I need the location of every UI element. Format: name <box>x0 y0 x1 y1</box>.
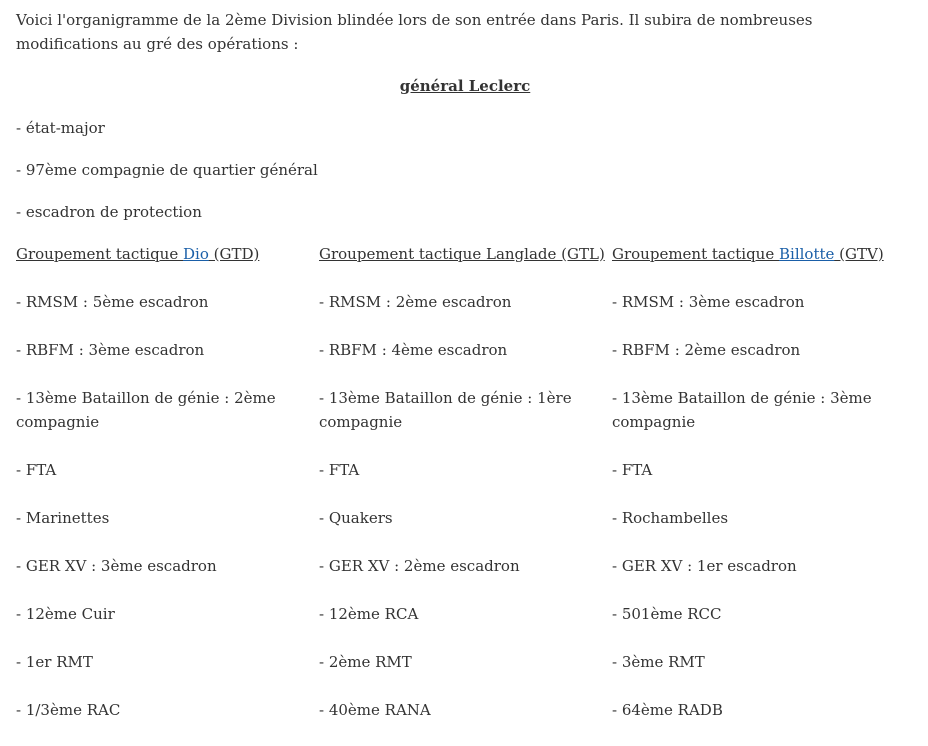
hq-item-escadron: - escadron de protection <box>16 203 202 221</box>
list-item: - 1er RMT <box>16 653 93 671</box>
group-unit-list <box>16 290 301 722</box>
list-item: - 64ème RADB <box>612 701 723 719</box>
list-item: - FTA <box>16 461 57 479</box>
list-item: - Rochambelles <box>612 509 729 527</box>
list-item: - 13ème Bataillon de génie : 2ème compagnie <box>16 389 276 431</box>
link-billotte[interactable]: Billotte <box>779 245 835 263</box>
group-column-gtv <box>612 242 897 746</box>
list-item: - GER XV : 3ème escadron <box>16 557 217 575</box>
list-item: - RBFM : 3ème escadron <box>16 341 205 359</box>
list-item: - GER XV : 2ème escadron <box>319 557 520 575</box>
list-item: - RBFM : 2ème escadron <box>612 341 801 359</box>
list-item: - 2ème RMT <box>319 653 412 671</box>
list-item: - 13ème Bataillon de génie : 1ère compagnie <box>319 389 572 431</box>
group-column-gtd <box>16 242 301 746</box>
group-unit-list <box>612 290 897 722</box>
list-item: - 40ème RANA <box>319 701 431 719</box>
list-item: - RMSM : 5ème escadron <box>16 293 209 311</box>
group-title-prefix: Groupement tactique Langlade (GTL) <box>319 245 605 263</box>
list-item: - RMSM : 2ème escadron <box>319 293 512 311</box>
commander-heading: général Leclerc <box>399 77 531 95</box>
list-item: - 12ème RCA <box>319 605 419 623</box>
group-title-suffix: (GTV) <box>834 245 884 263</box>
list-item: - FTA <box>612 461 653 479</box>
intro-paragraph: Voici l'organigramme de la 2ème Division blindée lors de son entrée dans Paris. Il subira de nombreuses modifications au gré des opérations : <box>16 11 813 53</box>
hq-item-compagnie: - 97ème compagnie de quartier général <box>16 161 318 179</box>
group-title-gtd <box>16 242 301 266</box>
hq-item-etat-major: - état-major <box>16 119 105 137</box>
list-item: - Quakers <box>319 509 393 527</box>
link-dio[interactable]: Dio <box>183 245 209 263</box>
group-title-prefix: Groupement tactique <box>16 245 183 263</box>
list-item: - 1/3ème RAC <box>16 701 121 719</box>
group-title-suffix: (GTD) <box>208 245 260 263</box>
group-unit-list <box>319 290 604 722</box>
list-item: - 13ème Bataillon de génie : 3ème compagnie <box>612 389 872 431</box>
group-title-gtv <box>612 242 897 266</box>
list-item: - Marinettes <box>16 509 110 527</box>
list-item: - GER XV : 1er escadron <box>612 557 797 575</box>
list-item: - RMSM : 3ème escadron <box>612 293 805 311</box>
list-item: - 3ème RMT <box>612 653 705 671</box>
list-item: - 501ème RCC <box>612 605 722 623</box>
list-item: - 12ème Cuir <box>16 605 115 623</box>
list-item: - FTA <box>319 461 360 479</box>
group-column-gtl <box>319 242 604 746</box>
group-title-prefix: Groupement tactique <box>612 245 779 263</box>
group-title-gtl <box>319 242 604 266</box>
list-item: - RBFM : 4ème escadron <box>319 341 508 359</box>
